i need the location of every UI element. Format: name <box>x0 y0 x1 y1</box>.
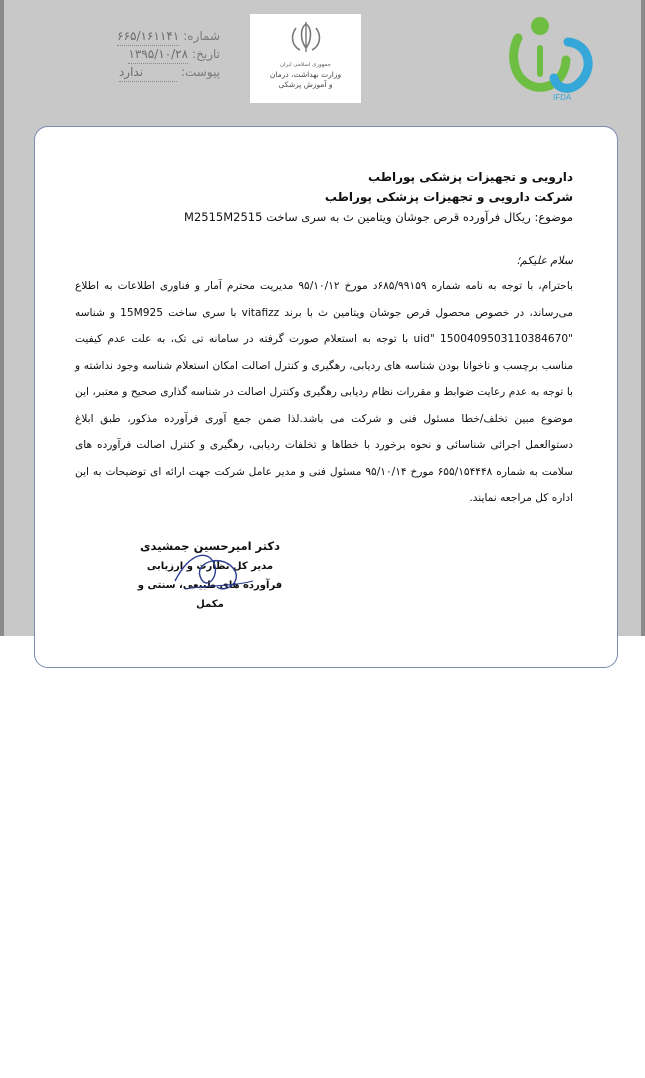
signatory-title1: مدیر کل نظارت و ارزیابی <box>146 561 274 572</box>
signatory-title2: فرآورده های طبیعی، سنتی و مکمل <box>137 580 283 610</box>
signatory-name: دکتر امیرحسین جمشیدی <box>140 539 280 553</box>
ifda-logo-text: IFDA <box>553 93 572 102</box>
date-value: ۱۳۹۵/۱۰/۲۸ <box>128 46 188 64</box>
attachment-value: ندارد <box>119 64 177 82</box>
date-row <box>70 46 220 64</box>
number-value: ۶۶۵/۱۶۱۱۴۱ <box>117 28 179 46</box>
letter-subject: موضوع: ریکال فرآورده قرص جوشان ویتامین ث به سری ساخت M2515M2515 <box>184 210 573 224</box>
attachment-label: پیوست: <box>180 65 220 79</box>
ministry-emblem-box <box>250 14 361 103</box>
iran-emblem-icon <box>286 20 326 56</box>
frame-right-edge <box>641 0 645 636</box>
frame-left-edge <box>0 0 4 636</box>
number-row <box>70 28 220 46</box>
letter-meta <box>70 28 220 82</box>
recipient-line1: دارویی و تجهیزات پزشکی پوراطب <box>367 170 573 184</box>
letter-greeting: سلام علیکم؛ <box>516 254 573 267</box>
attachment-row <box>70 64 220 82</box>
number-label: شماره: <box>183 29 220 43</box>
ifda-logo <box>470 8 600 104</box>
date-label: تاریخ: <box>192 47 220 61</box>
ministry-line1: وزارت بهداشت، درمان <box>269 70 342 79</box>
ifda-logo-icon <box>470 8 600 104</box>
letter-paper <box>34 126 618 668</box>
emblem-country: جمهوری اسلامی ایران <box>279 62 332 68</box>
letter-body: باحترام، با توجه به نامه شماره ۶۸۵/۹۹۱۵۹د مورخ ۹۵/۱۰/۱۲ مدیریت محترم آمار و فناوری اطلاعات به اطلاع می‌رساند، در خصوص محصول قرص جوشان ویتامین ث با برند vitafizz با سری ساخت 15M925 و شناسه "uid" 1500409503110384670 با توجه به استعلام صورت گرفته در سامانه تی تک، به علت عدم کیفیت مناسب برچسب و ناخوانا بودن شناسه های ردیابی، رهگیری و کنترل اصالت امکان استعلام شناسه وجود نداشته و با توجه به عدم رعایت ضوابط و مقررات نظام ردیابی رهگیری وکنترل اصالت در شناسه گذاری صحیح و معتبر، این موضوع مبین تخلف/خطا مسئول فنی و شرکت می باشد.لذا ضمن جمع آوری فرآورده مذکور، طبق ابلاغ دستوالعمل اجرائی شناسائی و نحوه برخورد با خطاها و تخلفات ردیابی، رهگیری و کنترل اصالت فرآورده های سلامت به شماره ۶۵۵/۱۵۴۴۴۸ مورخ ۹۵/۱۰/۱۴ مسئول فنی و مدیر عامل شرکت جهت ارائه ای توضیحات به این اداره کل مراجعه نمایند. <box>75 280 573 504</box>
letter-content <box>75 167 573 512</box>
recipient-line2: شرکت دارویی و تجهیزات پزشکی پوراطب <box>324 190 573 204</box>
ministry-line2: و آموزش پزشکی <box>278 80 333 89</box>
signature-block <box>135 535 285 614</box>
